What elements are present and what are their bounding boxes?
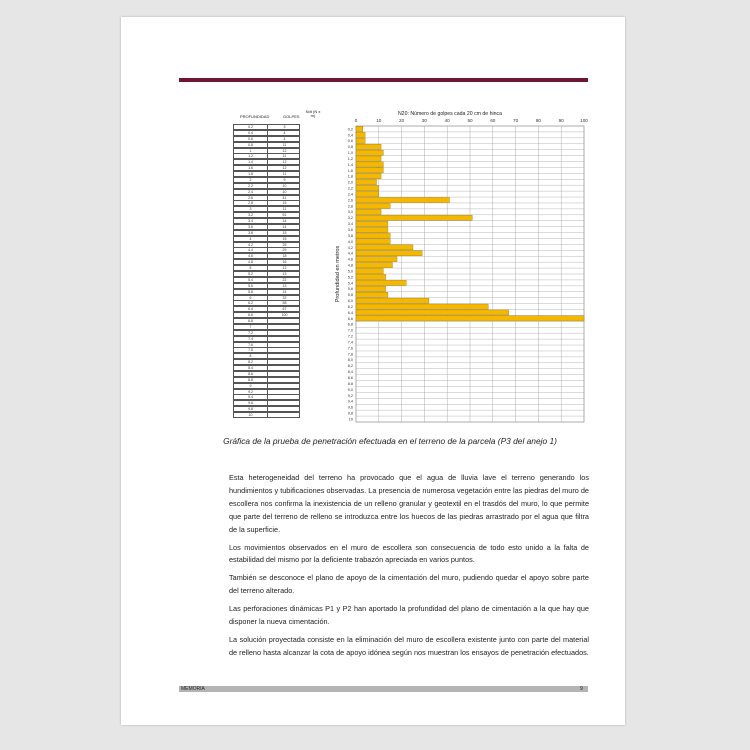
y-tick-label: 7,4 bbox=[347, 340, 353, 345]
bar bbox=[356, 192, 379, 197]
y-tick-label: 9,0 bbox=[347, 387, 353, 392]
blows-cell bbox=[268, 337, 301, 341]
blows-cell: 18 bbox=[282, 254, 287, 259]
blows-cell bbox=[268, 319, 301, 323]
page-number: 9 bbox=[580, 686, 583, 692]
y-tick-label: 3,8 bbox=[347, 233, 353, 238]
y-tick-label: 0,6 bbox=[347, 139, 353, 144]
y-tick-label: 9,6 bbox=[347, 405, 353, 410]
x-tick-label: 40 bbox=[444, 118, 450, 123]
y-tick-label: 2,6 bbox=[347, 198, 353, 203]
blows-cell: 15 bbox=[282, 230, 287, 235]
bar bbox=[356, 257, 397, 262]
y-tick-label: 1,6 bbox=[347, 168, 353, 173]
y-tick-label: 3,0 bbox=[347, 210, 353, 215]
y-tick-label: 7,2 bbox=[347, 334, 353, 339]
bar bbox=[356, 298, 429, 303]
y-tick-label: 4,2 bbox=[347, 245, 353, 250]
y-axis-label: Profundidad en metros bbox=[335, 245, 341, 303]
y-tick-label: 5,4 bbox=[347, 281, 353, 286]
depth-cell: 9.6 bbox=[234, 401, 268, 405]
y-tick-label: 8,6 bbox=[347, 376, 353, 380]
y-tick-label: 1,4 bbox=[347, 162, 353, 167]
bar bbox=[356, 251, 422, 256]
depth-cell: 5.8 bbox=[234, 290, 268, 294]
blows-cell bbox=[268, 348, 301, 352]
blows-cell: 14 bbox=[282, 219, 287, 224]
depth-cell: 6.4 bbox=[234, 307, 268, 311]
depth-cell: 1 bbox=[234, 149, 268, 153]
depth-cell: 9.8 bbox=[234, 407, 268, 411]
y-tick-label: 5,0 bbox=[347, 269, 353, 274]
y-tick-label: 6,2 bbox=[347, 304, 353, 309]
paragraph-3: También se desconoce el plano de apoyo de la cimentación del muro, pudiendo quedar el apoyo sobre parte del terreno alterado. bbox=[229, 573, 589, 596]
y-tick-label: 2,0 bbox=[347, 180, 353, 185]
blows-cell bbox=[268, 413, 301, 417]
x-tick-label: 10 bbox=[376, 118, 382, 123]
table-row bbox=[233, 412, 300, 418]
chart-title: N20: Número de golpes cada 20 cm de hinca bbox=[397, 111, 503, 117]
y-tick-label: 2,2 bbox=[347, 186, 353, 191]
paragraph-1: Esta heterogeneidad del terreno ha provocado que el agua de lluvia lave el terreno generando los hundimientos y tubificaciones observadas. La presencia de numerosa vegetación entre las piedras del muro de escollera nos confirma la inexistencia de un relleno granular y geotextil en el trasdós del muro, lo que permite que parte del terreno de relleno se introduzca entre los huecos de las piedras arrastrado por el agua que filtra de la superficie. bbox=[229, 473, 589, 534]
footer-label: MEMORIA bbox=[181, 686, 205, 692]
y-tick-label: 4,0 bbox=[347, 239, 353, 244]
y-tick-label: 1,0 bbox=[347, 151, 353, 156]
blows-cell: 32 bbox=[282, 295, 287, 300]
bar bbox=[356, 227, 388, 232]
bar bbox=[356, 132, 365, 137]
y-tick-label: 7,0 bbox=[347, 328, 353, 333]
table-header-ndt: Ndt (N x m) bbox=[305, 109, 321, 118]
x-tick-label: 60 bbox=[490, 118, 496, 123]
bar bbox=[356, 280, 406, 285]
y-tick-label: 0,8 bbox=[347, 145, 353, 150]
blows-cell bbox=[268, 331, 301, 335]
blows-cell: 51 bbox=[282, 213, 287, 218]
depth-cell: 7 bbox=[234, 325, 268, 329]
blows-cell: 15 bbox=[282, 201, 287, 206]
depth-cell: 9 bbox=[234, 384, 268, 388]
y-tick-label: 6,8 bbox=[347, 322, 353, 327]
y-tick-label: 2,4 bbox=[347, 192, 353, 197]
y-tick-label: 5,8 bbox=[347, 293, 353, 298]
depth-cell: 6 bbox=[234, 296, 268, 300]
depth-cell: 0.4 bbox=[234, 131, 268, 135]
x-tick-label: 90 bbox=[558, 118, 564, 123]
footer-bar bbox=[179, 686, 588, 692]
blows-cell: 14 bbox=[282, 224, 287, 229]
blows-cell: 3 bbox=[283, 125, 286, 129]
bar bbox=[356, 138, 365, 143]
depth-cell: 8.2 bbox=[234, 360, 268, 364]
y-tick-label: 8,8 bbox=[347, 381, 353, 386]
blows-cell bbox=[268, 325, 301, 329]
blows-cell: 67 bbox=[282, 307, 287, 312]
bar bbox=[356, 268, 383, 273]
y-tick-label: 5,6 bbox=[347, 287, 353, 292]
depth-cell: 1.6 bbox=[234, 166, 268, 170]
blows-cell: 22 bbox=[282, 277, 287, 282]
depth-cell: 4.8 bbox=[234, 260, 268, 264]
blows-cell: 29 bbox=[282, 248, 287, 253]
depth-cell: 5.6 bbox=[234, 284, 268, 288]
y-tick-label: 9,4 bbox=[347, 399, 353, 404]
blows-cell: 13 bbox=[282, 283, 287, 288]
bar bbox=[356, 174, 381, 179]
bar bbox=[356, 203, 390, 208]
blows-cell bbox=[268, 360, 301, 364]
depth-cell: 9.4 bbox=[234, 395, 268, 399]
depth-cell: 8.6 bbox=[234, 372, 268, 376]
paragraph-5: La solución proyectada consiste en la eliminación del muro de escollera existente junto con parte del material de relleno hasta alcanzar la cota de apoyo idónea según nos muestran los ensayos de penetración efectuados. bbox=[229, 634, 589, 657]
depth-cell: 2.6 bbox=[234, 196, 268, 200]
y-tick-label: 8,0 bbox=[347, 358, 353, 363]
depth-cell: 4.4 bbox=[234, 248, 268, 252]
depth-cell: 0.8 bbox=[234, 143, 268, 147]
blows-cell: 9 bbox=[283, 177, 286, 182]
bar bbox=[356, 150, 383, 155]
y-tick-label: 7,8 bbox=[347, 352, 353, 357]
blows-cell bbox=[268, 390, 301, 394]
bar bbox=[356, 233, 390, 238]
bar bbox=[356, 304, 488, 309]
depth-cell: 2.4 bbox=[234, 190, 268, 194]
depth-cell: 8.8 bbox=[234, 378, 268, 382]
blows-cell: 100 bbox=[281, 313, 288, 318]
blows-cell bbox=[268, 407, 301, 411]
bar bbox=[356, 292, 388, 297]
y-tick-label: 8,4 bbox=[347, 370, 353, 375]
y-tick-label: 8,2 bbox=[347, 364, 353, 369]
y-tick-label: 9,8 bbox=[347, 411, 353, 416]
y-tick-label: 7,6 bbox=[347, 346, 353, 351]
bar bbox=[356, 316, 584, 321]
depth-cell: 3.8 bbox=[234, 231, 268, 235]
depth-cell: 5.2 bbox=[234, 272, 268, 276]
x-tick-label: 80 bbox=[535, 118, 541, 123]
x-tick-label: 0 bbox=[354, 118, 358, 123]
y-tick-label: 5,2 bbox=[347, 275, 353, 280]
depth-cell: 5.4 bbox=[234, 278, 268, 282]
bar bbox=[356, 263, 392, 268]
depth-cell: 4 bbox=[234, 237, 268, 241]
blows-cell bbox=[268, 343, 301, 347]
blows-cell: 11 bbox=[282, 142, 287, 147]
depth-cell: 1.8 bbox=[234, 172, 268, 176]
bar bbox=[356, 310, 509, 315]
depth-cell: 1.2 bbox=[234, 154, 268, 158]
y-tick-label: 3,4 bbox=[347, 222, 353, 227]
depth-cell: 1.4 bbox=[234, 160, 268, 164]
blows-cell: 16 bbox=[282, 260, 287, 265]
blows-cell: 58 bbox=[282, 301, 287, 306]
y-tick-label: 10 bbox=[348, 417, 353, 422]
blows-cell: 14 bbox=[282, 289, 287, 294]
depth-cell: 3.2 bbox=[234, 213, 268, 217]
bar bbox=[356, 126, 363, 131]
depth-cell: 7.2 bbox=[234, 331, 268, 335]
bar bbox=[356, 197, 449, 202]
depth-cell: 6.8 bbox=[234, 319, 268, 323]
blows-cell: 15 bbox=[282, 236, 287, 241]
blows-cell: 12 bbox=[282, 166, 287, 171]
depth-cell: 8 bbox=[234, 354, 268, 358]
bar bbox=[356, 156, 381, 161]
depth-cell: 4.6 bbox=[234, 254, 268, 258]
depth-cell: 7.8 bbox=[234, 348, 268, 352]
depth-cell: 6.2 bbox=[234, 301, 268, 305]
blows-cell bbox=[268, 401, 301, 405]
y-tick-label: 3,2 bbox=[347, 216, 353, 221]
bar bbox=[356, 162, 383, 167]
y-tick-label: 1,8 bbox=[347, 174, 353, 179]
x-tick-label: 20 bbox=[399, 118, 405, 123]
y-tick-label: 0,2 bbox=[347, 127, 353, 132]
blows-cell: 12 bbox=[282, 148, 287, 153]
table-header-depth: PROFUNDIDAD bbox=[240, 114, 270, 119]
blows-cell: 12 bbox=[282, 160, 287, 165]
blows-cell: 10 bbox=[282, 189, 287, 194]
blows-cell: 11 bbox=[282, 154, 287, 159]
y-tick-label: 4,6 bbox=[347, 257, 353, 262]
x-tick-label: 70 bbox=[513, 118, 519, 123]
y-tick-label: 1,2 bbox=[347, 156, 353, 161]
x-tick-label: 30 bbox=[421, 118, 427, 123]
depth-cell: 7.4 bbox=[234, 337, 268, 341]
blows-cell: 10 bbox=[282, 183, 287, 188]
bar bbox=[356, 245, 413, 250]
blows-cell: 4 bbox=[283, 130, 286, 135]
bar bbox=[356, 239, 390, 244]
y-tick-label: 6,0 bbox=[347, 299, 353, 304]
bar bbox=[356, 209, 381, 214]
blows-cell bbox=[268, 378, 301, 382]
blows-cell bbox=[268, 366, 301, 370]
table-header-blows: GOLPES bbox=[283, 114, 300, 119]
blows-cell bbox=[268, 395, 301, 399]
y-tick-label: 4,4 bbox=[347, 251, 353, 256]
x-tick-label: 50 bbox=[467, 118, 473, 123]
body-text bbox=[229, 472, 589, 665]
bar bbox=[356, 144, 381, 149]
blows-cell bbox=[268, 354, 301, 358]
y-tick-label: 6,4 bbox=[347, 310, 353, 315]
blows-cell: 11 bbox=[282, 172, 287, 177]
bar bbox=[356, 221, 388, 226]
depth-cell: 4.2 bbox=[234, 243, 268, 247]
figure-caption: Gráfica de la prueba de penetración efectuada en el terreno de la parcela (P3 del anejo 1) bbox=[223, 436, 557, 446]
y-tick-label: 2,8 bbox=[347, 204, 353, 209]
bar bbox=[356, 286, 386, 291]
blows-cell bbox=[268, 372, 301, 376]
paragraph-4: Las perforaciones dinámicas P1 y P2 han aportado la profundidad del plano de cimentación a la que hay que disponer la nueva cimentación. bbox=[229, 604, 589, 627]
bar bbox=[356, 186, 379, 191]
blows-cell: 11 bbox=[282, 207, 287, 212]
blows-cell bbox=[268, 384, 301, 388]
blows-cell: 25 bbox=[282, 242, 287, 247]
paragraph-2: Los movimientos observados en el muro de escollera son consecuencia de todo esto unido a la falta de estabilidad del mismo por la deficiente trabazón apreciada en varios puntos. bbox=[229, 542, 589, 565]
depth-cell: 9.2 bbox=[234, 390, 268, 394]
bar bbox=[356, 180, 377, 185]
depth-cell: 3 bbox=[234, 207, 268, 211]
blows-cell: 13 bbox=[282, 272, 287, 276]
y-tick-label: 0,4 bbox=[347, 133, 353, 138]
depth-cell: 8.4 bbox=[234, 366, 268, 370]
depth-cell: 2.8 bbox=[234, 201, 268, 205]
penetration-chart bbox=[330, 103, 590, 425]
bar bbox=[356, 168, 383, 173]
depth-cell: 10 bbox=[234, 413, 268, 417]
depth-cell: 2.2 bbox=[234, 184, 268, 188]
depth-cell: 3.4 bbox=[234, 219, 268, 223]
depth-cell: 3.6 bbox=[234, 225, 268, 229]
header-rule bbox=[179, 78, 588, 82]
depth-cell: 0.6 bbox=[234, 137, 268, 141]
y-tick-label: 9,2 bbox=[347, 393, 353, 398]
y-tick-label: 4,8 bbox=[347, 263, 353, 268]
depth-cell: 2 bbox=[234, 178, 268, 182]
blows-cell: 41 bbox=[282, 195, 287, 200]
y-tick-label: 6,6 bbox=[347, 316, 353, 321]
depth-cell: 6.6 bbox=[234, 313, 268, 317]
depth-cell: 0.2 bbox=[234, 125, 268, 129]
bar bbox=[356, 274, 386, 279]
depth-cell: 5 bbox=[234, 266, 268, 270]
bar bbox=[356, 215, 472, 220]
y-tick-label: 3,6 bbox=[347, 228, 353, 232]
blows-cell: 4 bbox=[283, 136, 286, 141]
x-tick-label: 100 bbox=[580, 118, 588, 123]
blows-cell: 12 bbox=[282, 266, 287, 271]
depth-cell: 7.6 bbox=[234, 343, 268, 347]
